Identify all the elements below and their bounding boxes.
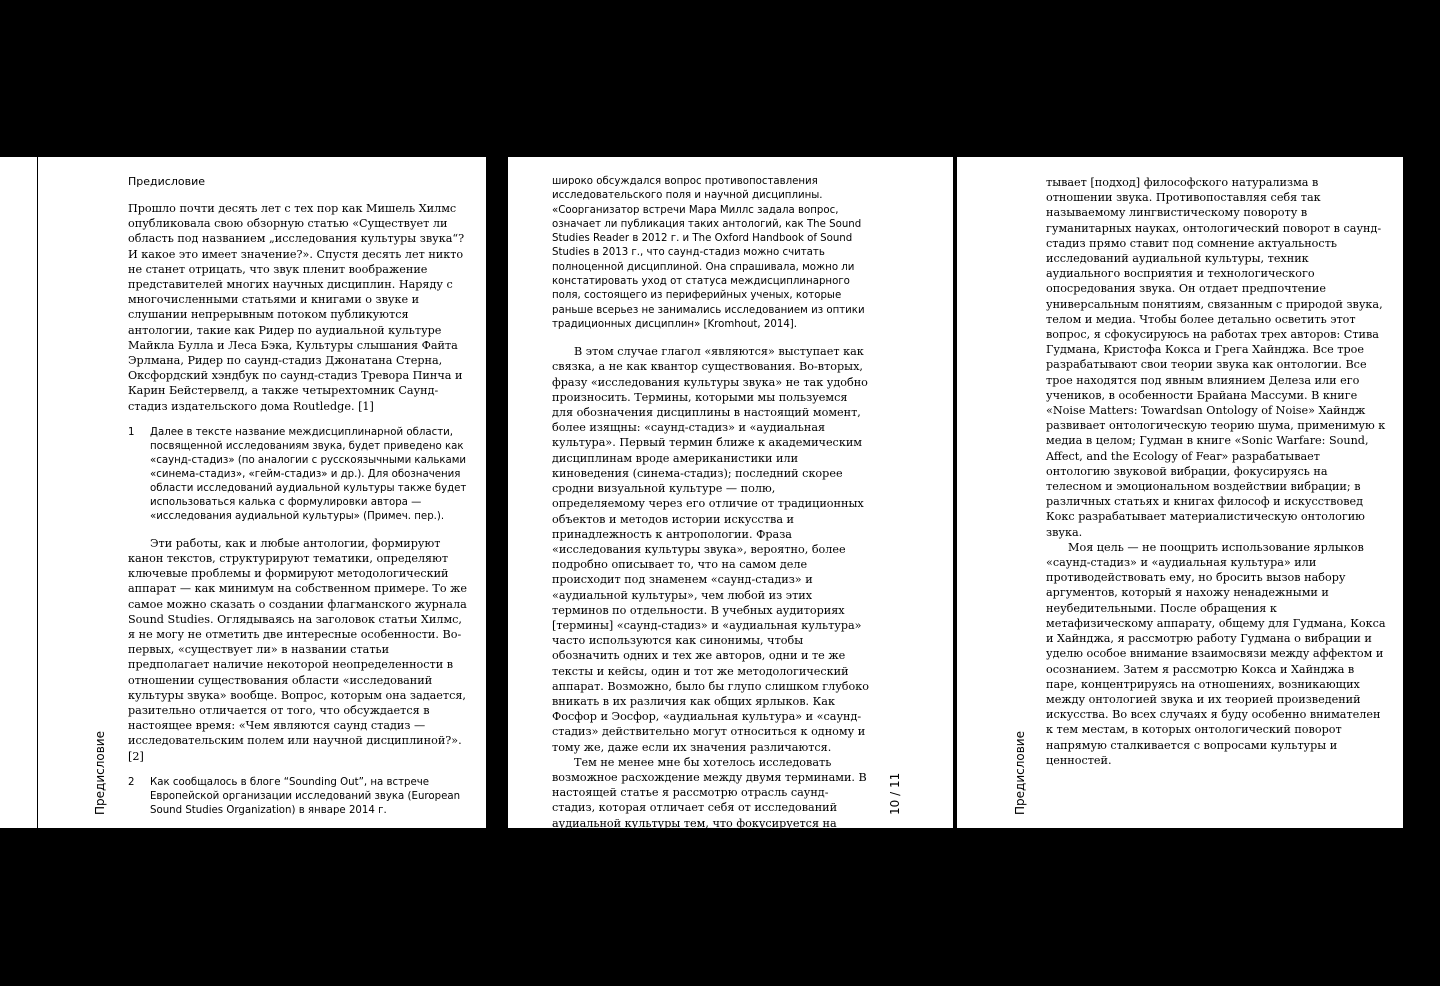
vertical-running-label: Предисловие [93, 731, 107, 815]
paragraph: В этом случае глагол «являются» выступает как связка, а не как квантор существования. Во-вторых, фразу «исследования культуры звука» не так удобно произносить. Термины, которыми мы пользуемся для обозначения дисциплины в настоящий момент, более изящны: «саунд-стадиз» и «аудиальная культура». Первый термин ближе к академическим дисциплинам вроде американистики или киноведения (синема-стадиз); последний скорее сродни визуальной культуре — полю, определяемому через его отличие от традиционных объектов и методов истории искусства и принадлежность к антропологии. Фраза «исследования культуры звука», вероятно, более подробно описывает то, что на самом деле происходит под знаменем «саунд-стадиз» и «аудиальной культуры», чем любой из этих терминов по отдельности. В учебных аудиториях [термины] «саунд-стадиз» и «аудиальная культура» часто используются как синонимы, чтобы обозначить одних и тех же авторов, одни и те же тексты и кейсы, один и тот же методологический аппарат. Возможно, было бы глупо слишком глубоко вникать в их различия как общих ярлыков. Как Фосфор и Эосфор, «аудиальная культура» и «саунд-стадиз» действительно могут относиться к одному и тому же, даже если их значения различаются. [552, 345, 869, 754]
paragraph: тывает [подход] философского натурализма в отношении звука. Противопоставляя себя так называемому лингвистическому повороту в гуманитарных науках, онтологический поворот в саунд-стадиз прямо ставит под сомнение актуальность исследований аудиальной культуры, техник аудиального восприятия и технологического опосредования звука. Он отдает предпочтение универсальным понятиям, связанным с природой звука, телом и медиа. Чтобы более детально осветить этот вопрос, я сфокусируюсь на работах трех авторов: Стива Гудмана, Кристофа Кокса и Грега Хайнджа. Все трое разрабатывают свои теории звука как онтологии. Все трое находятся под явным влиянием Делеза или его учеников, в особенности Брайана Массуми. В книге «Noise Matters: Towardsan Ontology of Noise» Хайндж развивает онтологическую теорию шума, применимую к медиа в целом; Гудман в книге «Sonic Warfare: Sound, Affect, and the Ecology of Fear» разрабатывает онтологию звуковой вибрации, фокусируясь на телесном и эмоциональном воздействии вибрации; в различных статьях и книгах философ и искусствовед Кокс разрабатывает материалистическую онтологию звука. [1046, 176, 1386, 539]
running-head: Предисловие [128, 175, 205, 188]
footnote-number: 1 [128, 426, 135, 438]
paragraph: Моя цель — не поощрить использование ярлыков «саунд-стадиз» и «аудиальная культура» или противодействовать ему, но бросить вызов набору аргументов, который я нахожу ненадежными и неубедительными. После обращения к метафизическому аппарату, общему для Гудмана, Кокса и Хайнджа, я рассмотрю работу Гудмана о вибрации и уделю особое внимание взаимосвязи между аффектом и осознанием. Затем я рассмотрю Кокса и Хайнджа в паре, концентрируясь на отношениях, возникающих между онтологией звука и их теорией произведений искусства. Во всех случаях я буду особенно внимателен к тем местам, в которых онтологический поворот напрямую сталкивается с вопросами культуры и ценностей. [1046, 540, 1386, 767]
footnote-2 [128, 776, 468, 818]
paragraph: Прошло почти десять лет с тех пор как Мишель Хилмс опубликовала свою обзорную статью «Существует ли область под названием „исследования культуры звука“? И какое это имеет значение?». Спустя десять лет никто не станет отрицать, что звук пленит воображение представителей многих научных дисциплин. Наряду с многочисленными статьями и книгами о звуке и слушании непрерывным потоком публикуются антологии, такие как Ридер по аудиальной культуре Майкла Булла и Леса Бэка, Культуры слышания Файта Эрлмана, Ридер по саунд-стадиз Джонатана Стерна, Оксфордский хэндбук по саунд-стадиз Тревора Пинча и Карин Бейстервелд, а также четырехтомник Саунд-стадиз издательского дома Routledge. [1] [128, 202, 465, 413]
footnote-1 [128, 426, 468, 524]
footnote-continuation: широко обсуждался вопрос противопоставления исследовательского поля и научной дисциплины. «Соорганизатор встречи Мара Миллс задала вопрос, означает ли публикация таких антологий, как The Sound Studies Reader в 2012 г. и The Oxford Handbook of Sound Studies в 2013 г., что саунд-стадиз можно считать полноценной дисциплиной. Она спрашивала, можно ли констатировать уход от статуса междисциплинарного поля, состоящего из периферийных ученых, которые раньше всерьез не занимались исследованием из оптики традиционных дисциплин» [Kromhout, 2014]. [552, 176, 865, 330]
right-page [957, 157, 1403, 828]
footnote-number: 2 [128, 776, 135, 788]
footnote-text: Как сообщалось в блоге “Sounding Out”, на встрече Европейской организации исследований звука (European Sound Studies Organization) в январе 2014 г. [150, 776, 461, 816]
center-text-column [552, 175, 870, 861]
page-edge-line [37, 157, 38, 828]
left-text-column [128, 175, 468, 818]
footnote-text: Далее в тексте название междисциплинарной области, посвященной исследованиям звука, будет приведено как «саунд-стадиз» (по аналогии с русскоязычными кальками «синема-стадиз», «гейм-стадиз» и др.). Для обозначения области исследований аудиальной культуры также будет использоваться калька с формулировки автора — «исследования аудиальной культуры» (Примеч. пер.). [150, 426, 467, 522]
page-edge-line [953, 157, 954, 828]
vertical-running-label: Предисловие [1013, 731, 1027, 815]
page-numbers: 10 / 11 [888, 772, 902, 815]
paragraph: Тем не менее мне бы хотелось исследовать возможное расхождение между двумя терминами. В настоящей статье я рассмотрю отрасль саунд-стадиз, которая отличает себя от исследований аудиальной культуры тем, что фокусируется на онтологии звука. Эта ниша, с опорой на работы Жиля Делеза, разраба- [552, 755, 867, 860]
center-page [508, 157, 954, 860]
paragraph: Эти работы, как и любые антологии, формируют канон текстов, структурируют тематики, определяют ключевые проблемы и формируют методологический аппарат — как минимум на собственном примере. То же самое можно сказать о создании флагманского журнала Sound Studies. Оглядываясь на заголовок статьи Хилмс, я не могу не отметить две интересные особенности. Во-первых, «существует ли» в названии статьи предполагает наличие некоторой неопределенности в отношении существования области «исследований культуры звука» вообще. Вопрос, которым она задается, разительно отличается от того, что обсуждается в настоящее время: «Чем являются саунд стадиз — исследовательским полем или научной дисциплиной?». [2] [128, 536, 468, 763]
left-page [0, 157, 486, 828]
right-text-column [1046, 175, 1386, 768]
